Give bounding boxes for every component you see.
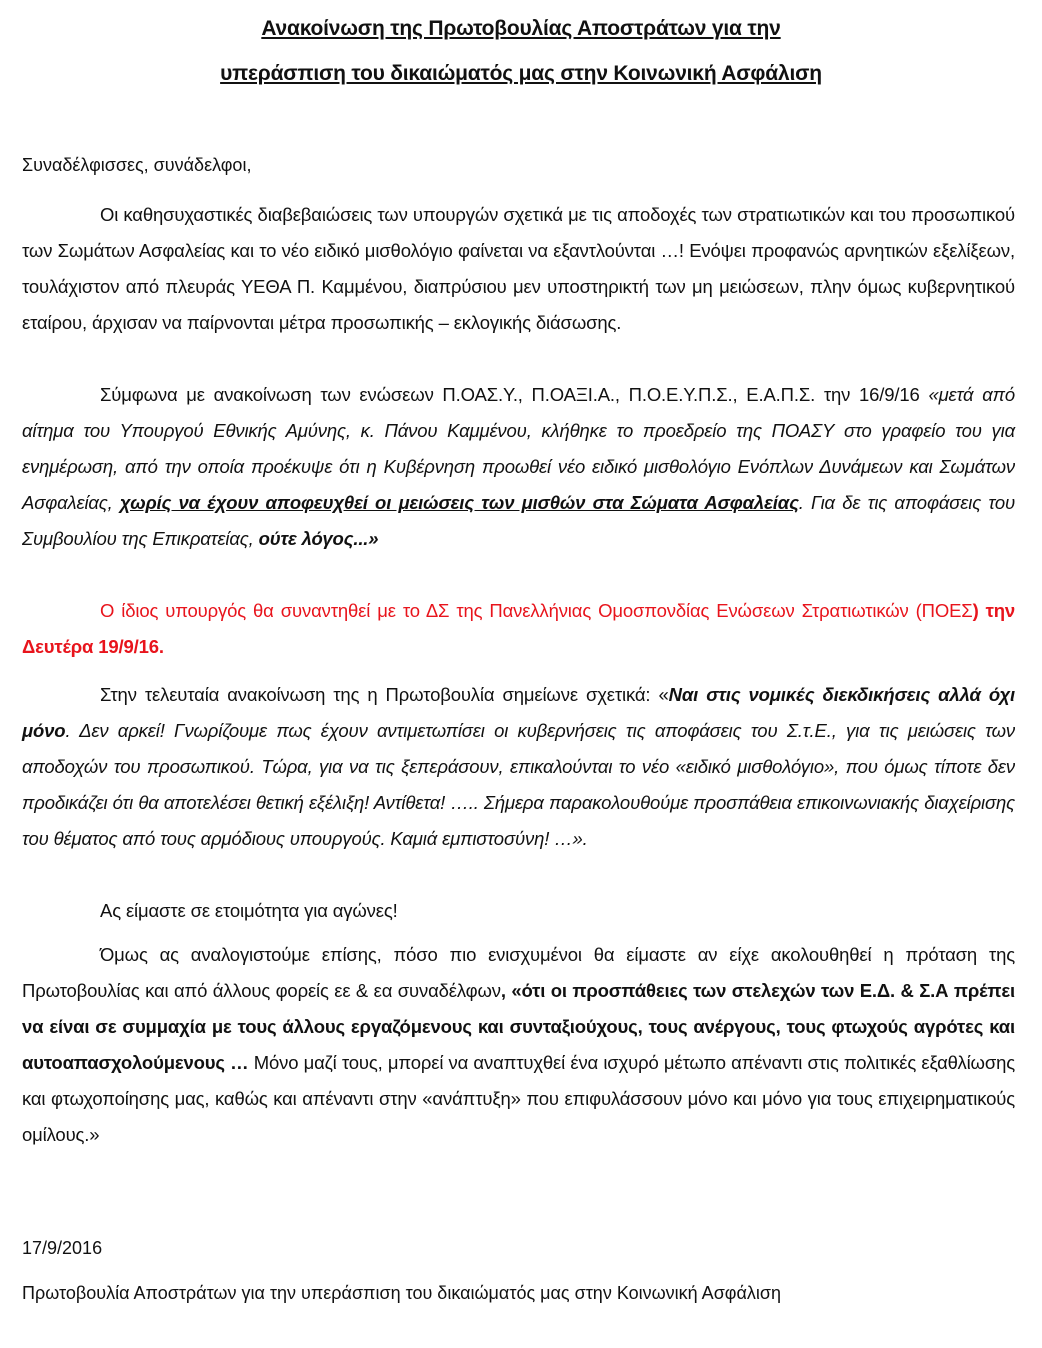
- paragraph-3-red: [22, 593, 1015, 665]
- salutation: Συναδέλφισσες, συνάδελφοι,: [22, 155, 252, 175]
- p2-bold-underline: χωρίς να έχουν αποφευχθεί οι μειώσεις των μισθών στα Σώματα Ασφαλείας: [119, 492, 799, 513]
- paragraph-2: [22, 377, 1015, 557]
- date: 17/9/2016: [22, 1238, 103, 1258]
- title-line-1: Ανακοίνωση της Πρωτοβουλίας Αποστράτων για την: [261, 17, 781, 40]
- paragraph-1: Οι καθησυχαστικές διαβεβαιώσεις των υπουργών σχετικά με τις αποδοχές των στρατιωτικών και του προσωπικού των Σωμάτων Ασφαλείας και το νέο ειδικό μισθολόγιο φαίνεται να εξαντλούνται …! Ενόψει προφανώς αρνητικών εξελίξεων, τουλάχιστον από πλευράς ΥΕΘΑ Π. Καμμένου, διαπρύσιου μεν υποστηρικτή των μη μειώσεων, πλην όμως κυβερνητικού εταίρου, άρχισαν να παίρνονται μέτρα προσωπικής – εκλογικής διάσωσης.: [22, 204, 1015, 333]
- title-line-2: υπεράσπιση του δικαιώματός μας στην Κοινωνική Ασφάλιση: [220, 62, 822, 85]
- p4-bold-italic: Ναι στις νομικές διεκδικήσεις αλλά όχι μόνο: [22, 684, 1015, 741]
- p2-plain: Σύμφωνα με ανακοίνωση των ενώσεων Π.ΟΑΣ.Υ., Π.ΟΑΞΙ.Α., Π.Ο.Ε.Υ.Π.Σ., Ε.Α.Π.Σ. την 16/9/16: [100, 384, 929, 405]
- paragraph-6: [22, 937, 1015, 1153]
- paragraph-5: Ας είμαστε σε ετοιμότητα για αγώνες!: [100, 900, 398, 921]
- p6-plain: Όμως ας αναλογιστούμε επίσης, πόσο πιο ενισχυμένοι θα είμαστε αν είχε ακολουθηθεί η πρόταση της Πρωτοβουλίας και από άλλους φορείς εε & εα συναδέλφων: [22, 944, 1015, 1001]
- p4-italic: . Δεν αρκεί! Γνωρίζουμε πως έχουν αντιμετωπίσει οι κυβερνήσεις τις αποφάσεις του Σ.τ.Ε., για τις μειώσεις των αποδοχών του προσωπικού. Τώρα, για να τις ξεπεράσουν, επικαλούνται το νέο «ειδικό μισθολόγιο», που όμως τίποτε δεν προδικάζει ότι θα αποτελέσει θετική εξέλιξη! Αντίθετα! ….. Σήμερα παρακολουθούμε προσπάθεια επικοινωνιακής διαχείρισης του θέματος από τους αρμόδιους υπουργούς. Καμιά εμπιστοσύνη! …».: [22, 720, 1015, 849]
- p2-quote: «μετά από αίτημα του Υπουργού Εθνικής Αμύνης, κ. Πάνου Καμμένου, κλήθηκε το προεδρείο της ΠΟΑΣΥ στο γραφείο του για ενημέρωση, από την οποία προέκυψε ότι η Κυβέρνηση προωθεί νέο ειδικό μισθολόγιο Ενόπλων Δυνάμεων και Σωμάτων Ασφαλείας,: [22, 384, 1015, 513]
- p6-end: Μόνο μαζί τους, μπορεί να αναπτυχθεί ένα ισχυρό μέτωπο απέναντι στις πολιτικές εξαθλίωσης και φτωχοποίησης μας, καθώς και απέναντι στην «ανάπτυξη» που επιφυλάσσουν μόνο και μόνο για τους επιχειρηματικούς ομίλους.»: [22, 1052, 1015, 1145]
- paragraph-4: [22, 677, 1015, 857]
- p2-bold-end: ούτε λόγος...»: [258, 528, 379, 549]
- p3-plain: Ο ίδιος υπουργός θα συναντηθεί με το ΔΣ της Πανελλήνιας Ομοσπονδίας Ενώσεων Στρατιωτικών (ΠΟΕΣ: [100, 600, 973, 621]
- p2-quote-2: . Για δε τις αποφάσεις του Συμβουλίου της Επικρατείας,: [22, 492, 1015, 549]
- p4-plain: Στην τελευταία ανακοίνωση της η Πρωτοβουλία σημείωνε σχετικά: «: [100, 684, 669, 705]
- p6-bold: , «ότι οι προσπάθειες των στελεχών των Ε.Δ. & Σ.Α πρέπει να είναι σε συμμαχία με τους άλλους εργαζόμενους και συνταξιούχους, τους ανέργους, τους φτωχούς αγρότες και αυτοαπασχολούμενους …: [22, 980, 1015, 1073]
- signature: Πρωτοβουλία Αποστράτων για την υπεράσπιση του δικαιώματός μας στην Κοινωνική Ασφάλιση: [22, 1283, 781, 1303]
- p3-bold: ) την Δευτέρα 19/9/16.: [22, 600, 1015, 657]
